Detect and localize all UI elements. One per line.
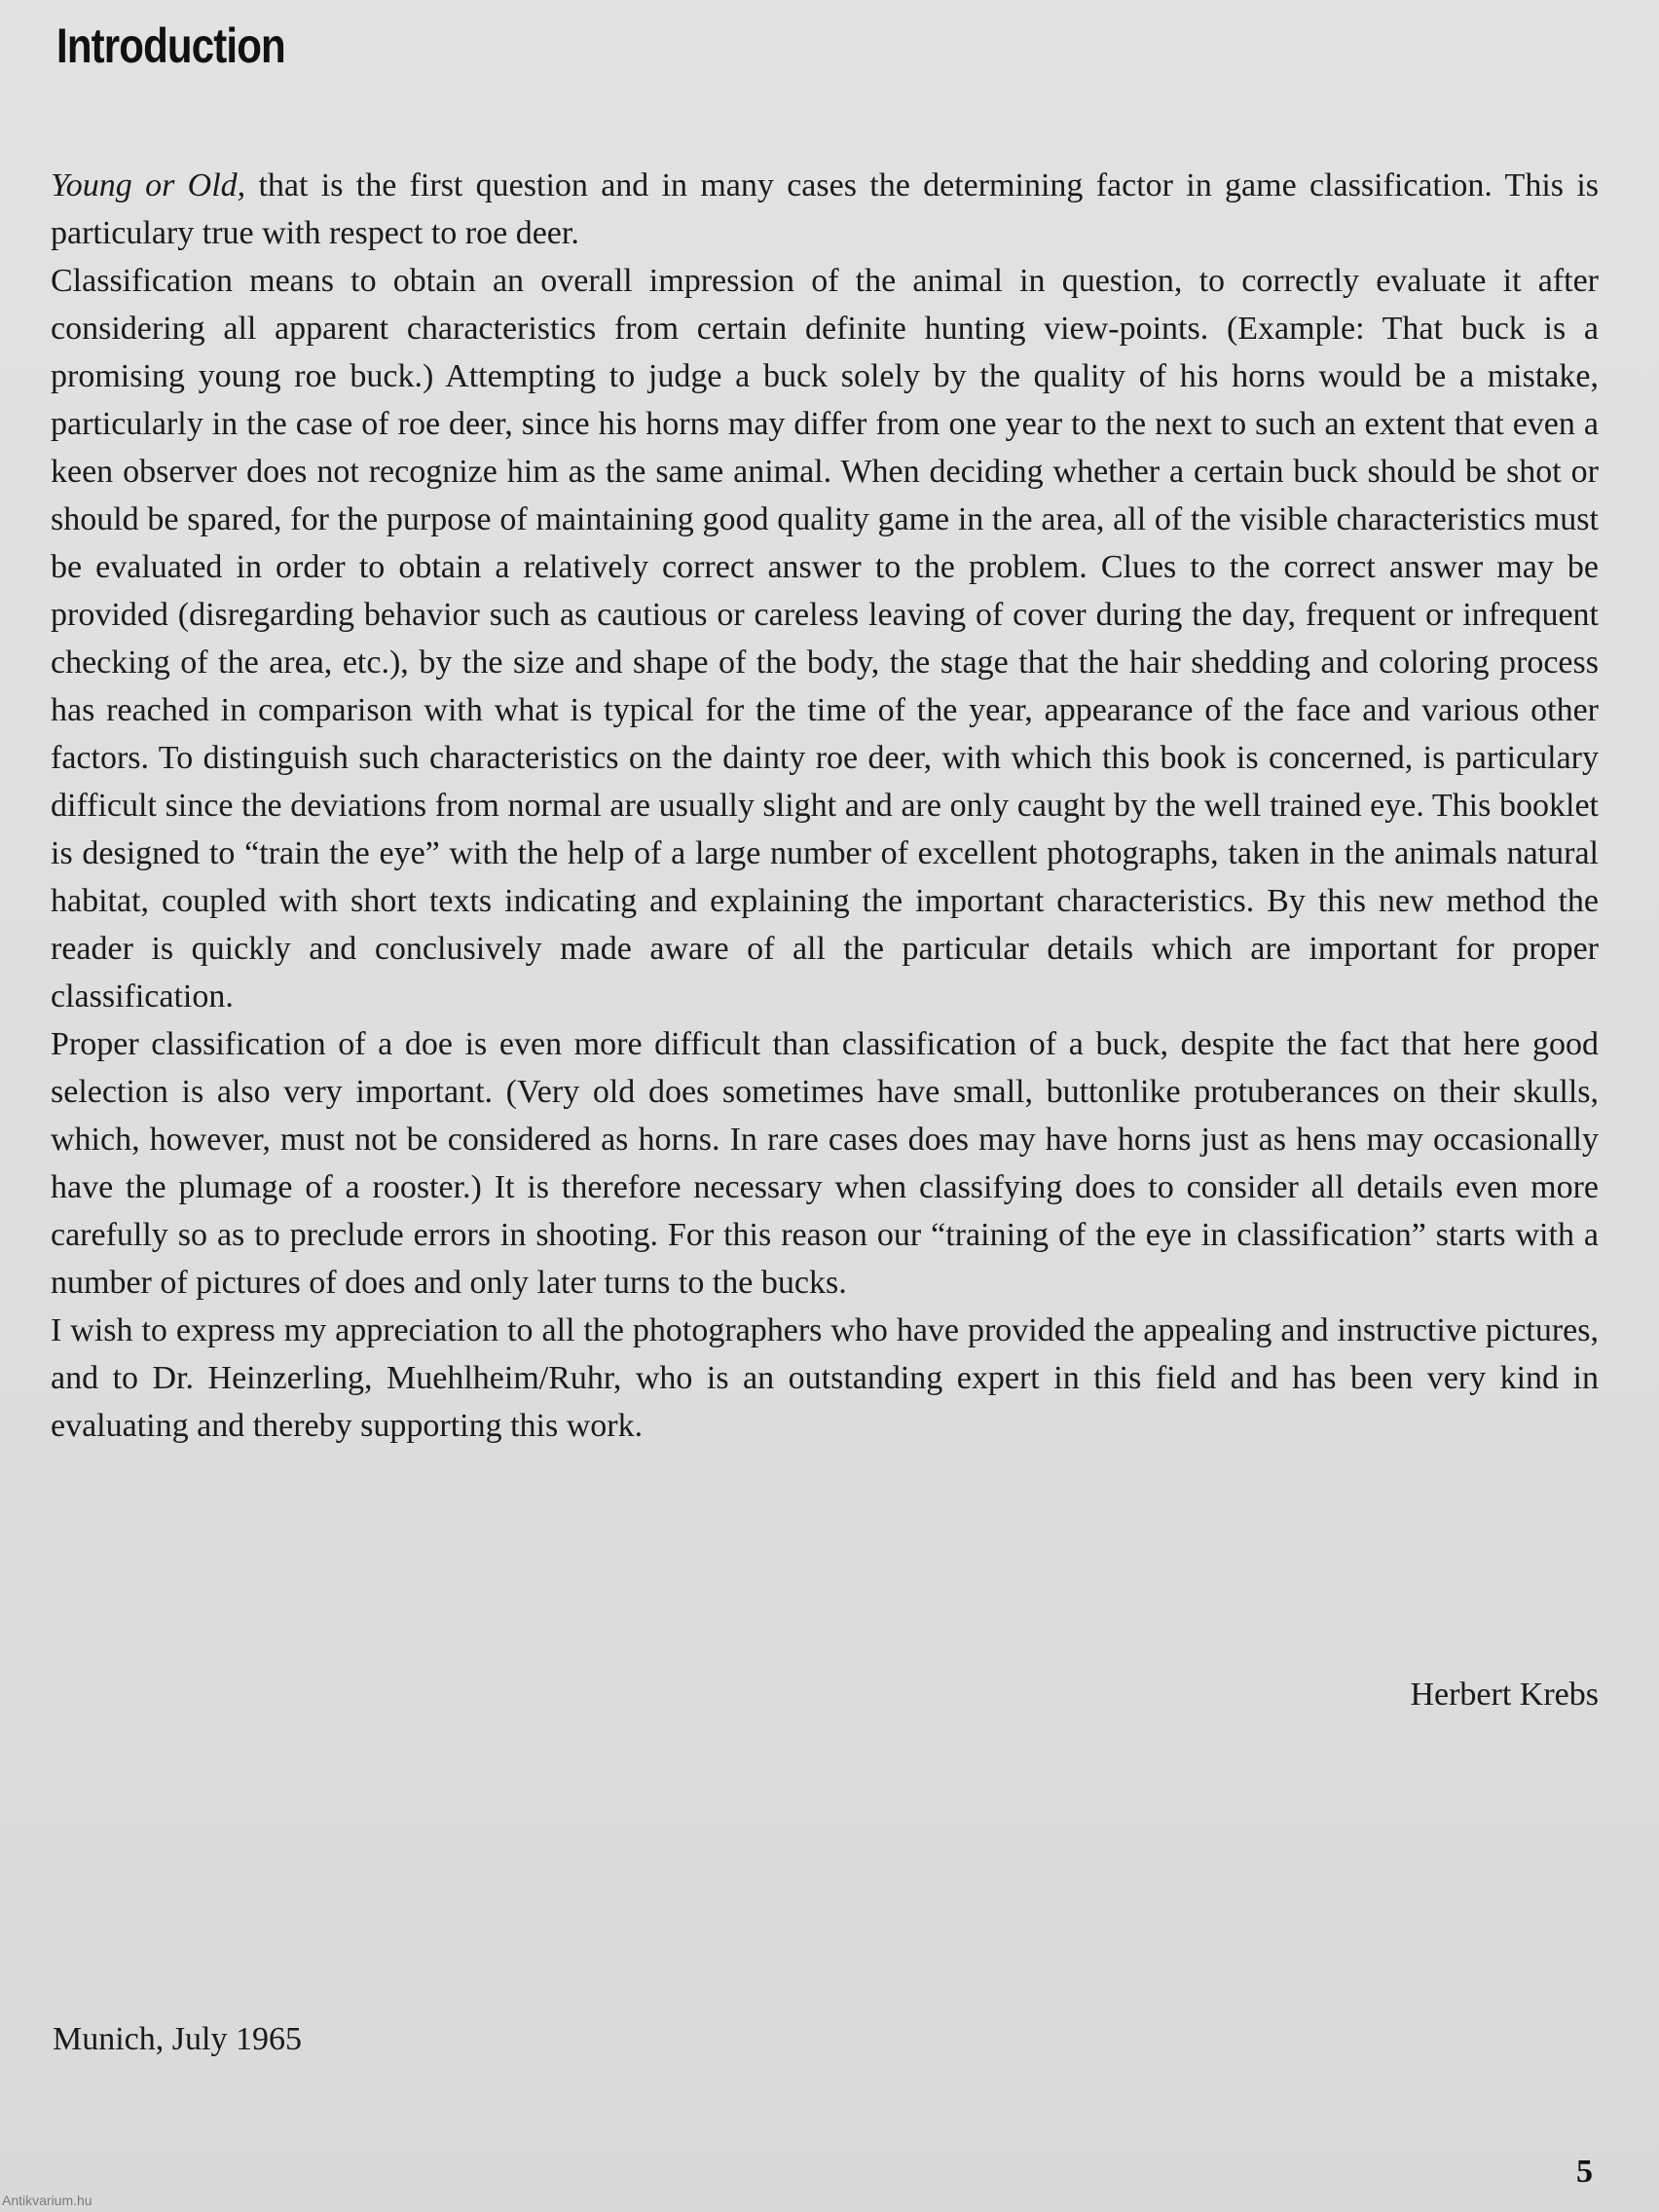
page-number: 5 (1576, 2154, 1593, 2190)
italic-lead-phrase: Young or Old, (51, 167, 246, 203)
author-signature: Herbert Krebs (1410, 1677, 1599, 1713)
paragraph-4 (51, 1307, 1599, 1450)
introduction-body (51, 162, 1599, 1450)
paragraph-text: Proper classification of a doe is even more difficult than classification of a buck, despite the fact that here good selection is also very important. (Very old does sometimes have small, buttonlike protuberances on their skulls, which, however, must not be considered as horns. In rare cases does may have horns just as hens may occasionally have the plumage of a rooster.) It is therefore necessary when classifying does to consider all details even more carefully so as to preclude errors in shooting. For this reason our “training of the eye in classification” starts with a number of pictures of does and only later turns to the bucks. (51, 1026, 1599, 1301)
paragraph-text: Classification means to obtain an overall impression of the animal in question, to correctly evaluate it after considering all apparent characteristics from certain definite hunting view-points. (Example: That buck is a promising young roe buck.) Attempting to judge a buck solely by the quality of his horns would be a mistake, particularly in the case of roe deer, since his horns may differ from one year to the next to such an extent that even a keen observer does not recognize him as the same animal. When deciding whether a certain buck should be shot or should be spared, for the purpose of maintaining good quality game in the area, all of the visible characteristics must be evaluated in order to obtain a relatively correct answer to the problem. Clues to the correct answer may be provided (disregarding behavior such as cautious or careless leaving of cover during the day, frequent or infrequent checking of the area, etc.), by the size and shape of the body, the stage that the hair shedding and coloring process has reached in comparison with what is typical for the time of the year, appearance of the face and various other factors. To distinguish such characteristics on the dainty roe deer, with which this book is concerned, is particulary difficult since the deviations from normal are usually slight and are only caught by the well trained eye. This booklet is designed to “train the eye” with the help of a large number of excellent photographs, taken in the animals natural habitat, coupled with short texts indicating and explaining the important characteristics. By this new method the reader is quickly and conclusively made aware of all the particular details which are important for proper classification. (51, 263, 1599, 1014)
paragraph-1 (51, 162, 1599, 257)
watermark: Antikvarium.hu (2, 2193, 92, 2208)
paragraph-text: I wish to express my appreciation to all the photographers who have provided the appealing and instructive pictures, and to Dr. Heinzerling, Muehlheim/Ruhr, who is an outstanding expert in this field and has been very kind in evaluating and thereby supporting this work. (51, 1312, 1599, 1444)
place-date: Munich, July 1965 (53, 2021, 302, 2057)
paragraph-3 (51, 1020, 1599, 1307)
paragraph-text: that is the first question and in many cases the determining factor in game classification. This is particulary true with respect to roe deer. (51, 167, 1599, 251)
paragraph-2 (51, 257, 1599, 1020)
page-title: Introduction (56, 18, 285, 73)
